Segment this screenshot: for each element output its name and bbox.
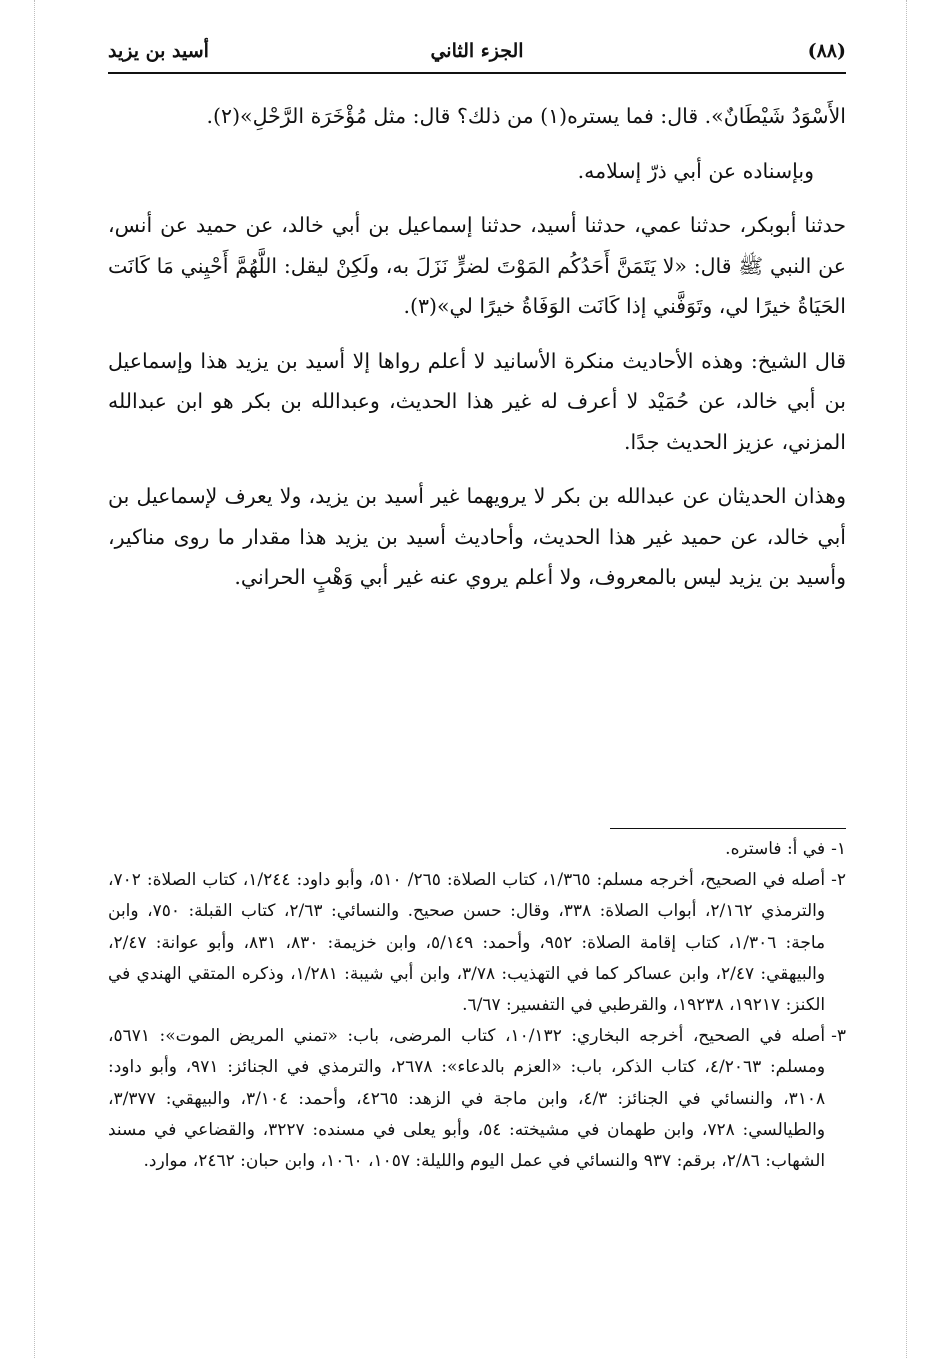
footnote-text: أصله في الصحيح، أخرجه البخاري: ١٠/١٣٢، كتاب المرضى، باب: «تمني المريض الموت»: ٥٦٧١، ومسلم: ٤/٢٠٦٣، كتاب الذكر، باب: «العزم بالدعاء»: ٢٦٧٨، والترمذي في الجنائز: ٩٧١، وأبو داود: ٣١٠٨، والنسائي في الجنائز: ٤/٣، وابن ماجة في الزهد: ٤٢٦٥، وأحمد: ٣/١٠٤، والبيهقي: ٣/٣٧٧، والطيالسي: ٧٢٨، وابن طهمان في مشيخته: ٥٤، وأبو يعلى في مسنده: ٣٢٢٧، والقضاعي في مسند الشهاب: ٢/٨٦، برقم: ٩٣٧ والنسائي في عمل اليوم والليلة: ١٠٥٧، ١٠٦٠، وابن حبان: ٢٤٦٢، موارد. xyxy=(108,1026,826,1172)
running-head: أسيد بن يزيد xyxy=(108,40,209,62)
header-rule xyxy=(108,72,846,74)
page-number: (٨٨) xyxy=(807,40,846,62)
footnote xyxy=(108,865,846,1021)
paragraph: حدثنا أبوبكر، حدثنا عمي، حدثنا أسيد، حدثنا إسماعيل بن أبي خالد، عن حميد عن أنس، عن النبي ﷺ قال: «لا يَتَمَنَّ أَحَدُكُم المَوْتَ لضرٍّ نَزَلَ به، ولَكِنْ ليقل: اللَّهُمَّ أَحْيِني مَا كَانَت الحَيَاةُ خيرًا لي، وتَوَفَّني إذا كَانَت الوَفَاةُ خيرًا لي»(٣). xyxy=(108,213,846,318)
part-title: الجزء الثاني xyxy=(430,40,524,62)
footnote-rule xyxy=(610,828,846,829)
crop-guide-line xyxy=(906,0,907,1358)
paragraph: وهذان الحديثان عن عبدالله بن بكر لا يرويهما غير أسيد بن يزيد، ولا يعرف لإسماعيل بن أبي خالد، عن حميد غير هذا الحديث، وأحاديث أسيد بن يزيد هذا مقدار ما روى مناكير، وأسيد بن يزيد ليس بالمعروف، ولا أعلم يروي عنه غير أبي وَهْبٍ الحراني. xyxy=(108,484,846,589)
footnotes xyxy=(108,834,846,1177)
footnote-number: ٢- xyxy=(831,870,846,891)
footnote xyxy=(108,834,846,865)
page-header xyxy=(108,38,846,72)
footnote-text: أصله في الصحيح، أخرجه مسلم: ١/٣٦٥، كتاب الصلاة: ٢٦٥/ ٥١٠، وأبو داود: ١/٢٤٤، كتاب الصلاة: ٧٠٢، والترمذي ٢/١٦٢، أبواب الصلاة: ٣٣٨، وقال: حسن صحيح. والنسائي: ٢/٦٣، كتاب القبلة: ٧٥٠، وابن ماجة: ١/٣٠٦، كتاب إقامة الصلاة: ٩٥٢، وأحمد: ٥/١٤٩، وابن خزيمة: ٨٣٠، ٨٣١، وأبو عوانة: ٢/٤٧، والبيهقي: ٢/٤٧، وابن عساكر كما في التهذيب: ٣/٧٨، وابن أبي شيبة: ١/٢٨١، وذكره المتقي الهندي في الكنز: ١٩٢١٧، ١٩٢٣٨، والقرطبي في التفسير: ٦/٦٧. xyxy=(108,870,826,1016)
paragraph: الأَسْوَدُ شَيْطَانٌ». قال: فما يستره(١) من ذلك؟ قال: مثل مُؤْخَرَة الرَّحْلِ»(٢). xyxy=(206,104,846,128)
footnote-number: ٣- xyxy=(831,1026,846,1047)
footnote-number: ١- xyxy=(831,839,846,859)
main-text xyxy=(108,96,846,612)
crop-guide-line xyxy=(34,0,35,1358)
footnote-text: في أ: فاستره. xyxy=(725,839,826,859)
paragraph: قال الشيخ: وهذه الأحاديث منكرة الأسانيد لا أعلم رواها إلا أسيد بن يزيد هذا وإسماعيل بن أبي خالد، عن حُمَيْد لا أعرف له غير هذا الحديث، وعبدالله بن بكر هو ابن عبدالله المزني، عزيز الحديث جدًا. xyxy=(108,348,846,454)
footnote xyxy=(108,1021,846,1177)
paragraph: وبإسناده عن أبي ذرّ إسلامه. xyxy=(577,158,814,183)
